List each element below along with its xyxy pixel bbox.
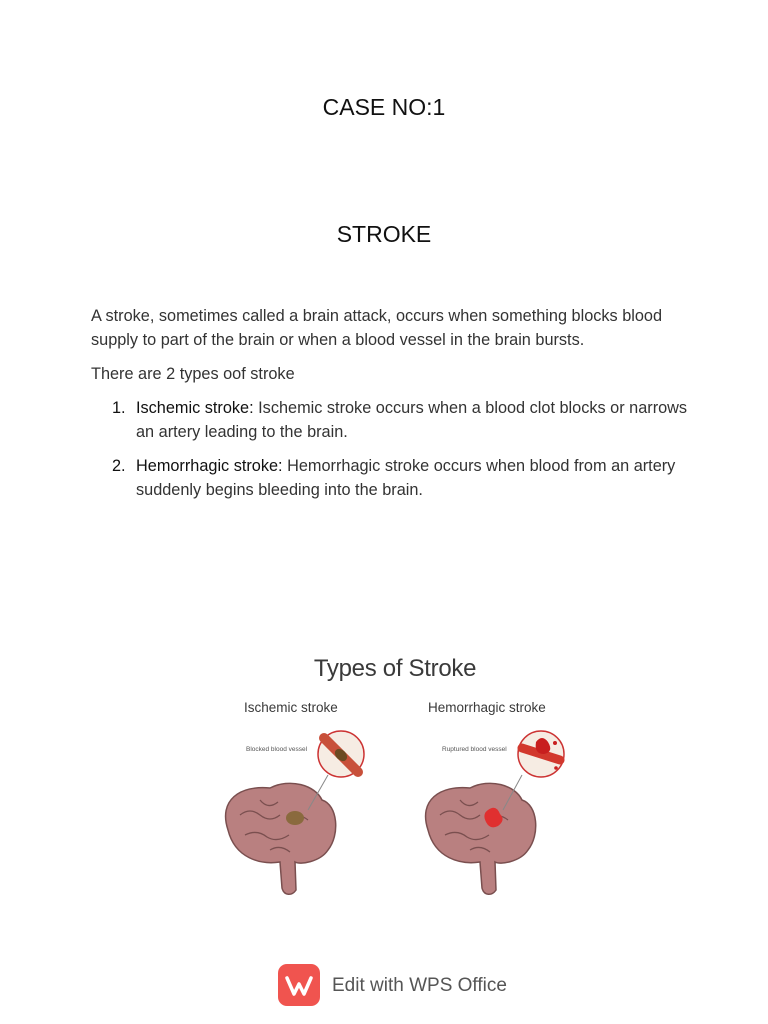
wps-edit-link[interactable]: Edit with WPS Office (332, 975, 507, 996)
stroke-illustration (200, 650, 590, 910)
list-number: 2. (112, 457, 126, 475)
ruptured-vessel-icon (518, 731, 564, 777)
list-description: Ischemic stroke occurs when a blood clot blocks or narrows an artery leading to the brain. (136, 399, 688, 441)
ischemic-brain-image (226, 783, 336, 894)
wps-edit-banner[interactable] (278, 964, 518, 1008)
list-number: 1. (112, 399, 126, 417)
hemorrhagic-label: Hemorrhagic stroke (428, 700, 546, 715)
list-item (91, 454, 691, 502)
types-intro: There are 2 types oof stroke (91, 365, 295, 383)
list-description: Hemorrhagic stroke occurs when blood from an artery suddenly begins bleeding into the brain. (136, 457, 676, 499)
list-term: Hemorrhagic stroke: (136, 457, 283, 475)
ischemic-label: Ischemic stroke (244, 700, 338, 715)
blocked-vessel-icon (318, 731, 364, 777)
stroke-types-figure (200, 650, 590, 910)
list-item (91, 396, 691, 444)
topic-title: STROKE (336, 221, 432, 247)
case-title: CASE NO:1 (322, 94, 446, 120)
wps-logo-icon (278, 964, 320, 1006)
hemorrhagic-brain-image (426, 783, 536, 894)
blocked-vessel-label: Blocked blood vessel (246, 746, 308, 753)
stroke-types-list (91, 396, 691, 502)
intro-paragraph: A stroke, sometimes called a brain attack, occurs when something blocks blood supply to part of the brain or when a blood vessel in the brain bursts. (91, 307, 663, 349)
figure-title: Types of Stroke (313, 655, 477, 682)
list-term: Ischemic stroke: (136, 399, 254, 417)
document-body (91, 304, 691, 512)
ruptured-vessel-label: Ruptured blood vessel (442, 746, 507, 753)
